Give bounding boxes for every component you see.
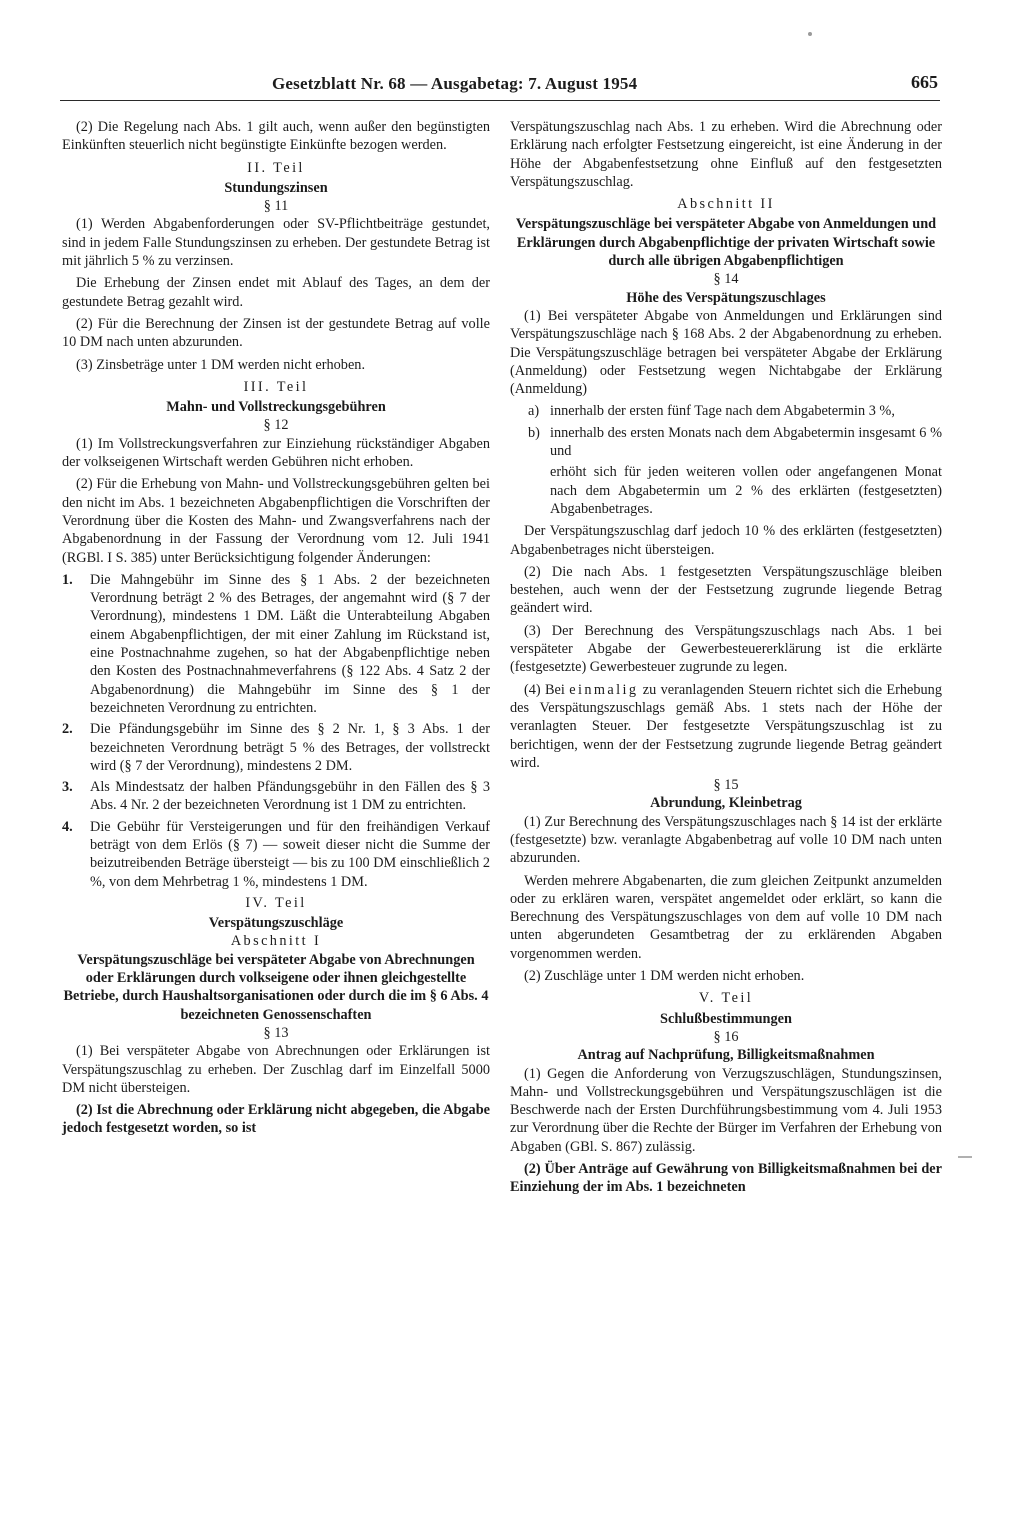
chapter-heading: Abschnitt II <box>677 196 775 213</box>
paragraph: (3) Zinsbeträge unter 1 DM werden nicht erhoben. <box>76 356 366 373</box>
list-item <box>510 402 942 420</box>
section-number: § 13 <box>263 1024 289 1041</box>
section-number: § 12 <box>263 417 289 434</box>
left-column <box>62 118 490 1142</box>
paragraph-text: (4) Bei <box>524 681 570 698</box>
part-title: Schlußbestimmungen <box>660 1010 792 1027</box>
list-continuation: erhöht sich für jeden weiteren vollen oder angefangenen Monat nach dem Abgabetermin um 2 % des erklärten (festgesetzten) Abgabenbetrages. <box>550 464 942 517</box>
part-title: Mahn- und Vollstreckungsgebühren <box>166 399 386 416</box>
spaced-emphasis: einmalig <box>569 681 639 698</box>
list-item-text: Als Mindestsatz der halben Pfändungsgebühr in den Fällen des § 3 Abs. 4 Nr. 2 der bezeichneten Verordnung ist 1 DM zu entrichten. <box>90 779 490 814</box>
section-title: Höhe des Verspätungszuschlages <box>626 289 826 306</box>
paragraph: Werden mehrere Abgabenarten, die zum gleichen Zeitpunkt anzumelden oder zu erklären waren, verspätet angemeldet oder erklärt, so kann die Berechnung des Verspätungszuschlages von dem auf volle 10 DM nach unten abgerundeten Gesamtbetrag der zu erklärenden Abgaben vorgenommen werden. <box>510 872 942 962</box>
list-item <box>62 571 490 717</box>
section-number: § 14 <box>713 271 739 288</box>
paragraph: (1) Zur Berechnung des Verspätungszuschlages nach § 14 ist der erklärte (festgesetzte) bzw. veranlagte Abgabenbetrag auf volle 10 DM nach unten abzurunden. <box>510 813 942 867</box>
paragraph: (3) Der Berechnung des Verspätungszuschlags nach Abs. 1 bei verspäteter Abgabe der Gewerbesteuererklärung ist die erklärte (festgesetzte) Gewerbesteuer zugrunde zu legen. <box>510 622 942 676</box>
page-number: 665 <box>911 72 938 92</box>
list-item <box>62 818 490 891</box>
part-heading: V. Teil <box>698 990 754 1007</box>
paragraph: (2) Zuschläge unter 1 DM werden nicht erhoben. <box>524 968 805 985</box>
paragraph: (1) Gegen die Anforderung von Verzugszuschlägen, Stundungszinsen, Mahn- und Vollstreckungsgebühren und Verspätungszuschlägen ist die Beschwerde nach der Ersten Durchführungsbestimmung vom 4. Juli 1953 zur Verordnung über die Rechte der Bürger im Verfahren der Erhebung von Abgaben (GBl. S. 867) zulässig. <box>510 1065 942 1155</box>
list-item-number: 1. <box>62 571 73 588</box>
chapter-title: Verspätungszuschläge bei verspäteter Abgabe von Abrechnungen oder Erklärungen durch volkseigene oder ihnen gleichgestellte Betriebe, durch Haushaltsorganisationen oder durch die im § 6 Abs. 4 bezeichneten Genossenschaften <box>63 951 489 1023</box>
part-heading: III. Teil <box>243 378 309 395</box>
paragraph: (1) Werden Abgabenforderungen oder SV-Pflichtbeiträge gestundet, sind in jedem Falle Stundungszinsen zu erheben. Der gestundete Betrag ist mit jährlich 5 % zu verzinsen. <box>62 216 490 270</box>
part-heading: II. Teil <box>247 159 305 176</box>
paragraph: (2) Die nach Abs. 1 festgesetzten Verspätungszuschläge bleiben bestehen, auch wenn der der Festsetzung zugrunde liegende Betrag geändert wird. <box>510 563 942 617</box>
paragraph: (2) Die Regelung nach Abs. 1 gilt auch, wenn außer den begünstigten Einkünften steuerlich nicht begünstigte Einkünfte bezogen werden. <box>62 119 490 154</box>
list-item-text: Die Pfändungsgebühr im Sinne des § 2 Nr. 1, § 3 Abs. 1 der bezeichneten Verordnung beträgt 5 % des Betrages, der vollstreckt wird (§ 7 der Verordnung), mindestens 2 DM. <box>90 721 490 774</box>
list-item <box>62 778 490 815</box>
paragraph: (1) Bei verspäteter Abgabe von Abrechnungen oder Erklärungen ist Verspätungszuschlag zu erheben. Der Zuschlag darf im Einzelfall 5000 DM nicht übersteigen. <box>62 1043 490 1096</box>
list-item-label: a) <box>528 403 540 420</box>
header-title: Gesetzblatt Nr. 68 — Ausgabetag: 7. August 1954 <box>272 74 638 93</box>
list-item-number: 2. <box>62 721 73 738</box>
paper-speck <box>808 32 812 36</box>
part-title: Stundungszinsen <box>224 179 328 196</box>
list-item <box>62 720 490 775</box>
paragraph: Der Verspätungszuschlag darf jedoch 10 % des erklärten (festgesetzten) Abgabenbetrages nicht übersteigen. <box>510 523 942 558</box>
paragraph-text: zu veranlagenden Steuern richtet sich die Erhebung des Verspätungszuschlags gemäß Abs. 1 stets nach der Höhe der veranlagten Steuer. Der festgesetzte Verspätungszuschlag ist zu berichtigen, wenn der der Festsetzung zugrunde liegende Betrag geändert wird. <box>510 681 942 771</box>
list-item-text: innerhalb der ersten fünf Tage nach dem Abgabetermin 3 %, <box>550 403 895 420</box>
page-header <box>60 70 940 101</box>
list-item-number: 4. <box>62 818 73 835</box>
list-item-number: 3. <box>62 779 73 796</box>
paragraph: (2) Ist die Abrechnung oder Erklärung nicht abgegeben, die Abgabe jedoch festgesetzt worden, so ist <box>62 1102 490 1137</box>
chapter-title: Verspätungszuschläge bei verspäteter Abgabe von Anmeldungen und Erklärungen durch Abgabenpflichtige der privaten Wirtschaft sowie durch alle übrigen Abgabenpflichtigen <box>515 216 937 270</box>
list-item-text: Die Gebühr für Versteigerungen und für den freihändigen Verkauf beträgt von dem Erlös (§ 7) — soweit dieser nicht die Summe der beizutreibenden Beträge übersteigt — bis zu 100 DM einschließlich 2 %, von dem Mehrbetrag 1 %, mindestens 1 DM. <box>90 818 490 890</box>
section-number: § 16 <box>713 1028 739 1045</box>
paragraph <box>510 681 942 772</box>
paragraph: (2) Für die Berechnung der Zinsen ist der gestundete Betrag auf volle 10 DM nach unten abzurunden. <box>62 315 490 351</box>
part-title: Verspätungszuschläge <box>208 915 344 932</box>
section-number: § 11 <box>263 198 289 215</box>
list-item-label: b) <box>528 424 540 441</box>
list-item-text: Die Mahngebühr im Sinne des § 1 Abs. 2 der bezeichneten Verordnung beträgt 2 % des Betrages, der angemahnt wird (§ 7 der Verordnung), mindestens 1 DM. Läßt die Unterabteilung Abgaben einem Abgabenpflichtigen, der mit einer Zahlung im Rückstand ist, eine Postnachnahme zugehen, so hat der Abgabenpflichtige neben den Kosten des Postnachnahmeverfahrens (§ 122 Abs. 4 Satz 2 der Abgabenordnung) die Mahngebühr im Sinne des § 1 der bezeichneten Verordnung zu entrichten. <box>90 571 490 716</box>
paragraph: (1) Im Vollstreckungsverfahren zur Einziehung rückständiger Abgaben der volkseigenen Wirtschaft werden Gebühren nicht erhoben. <box>62 435 490 471</box>
paragraph: (2) Für die Erhebung von Mahn- und Vollstreckungsgebühren gelten bei den nicht im Abs. 1 bezeichneten Abgabenpflichtigen die Vorschriften der Verordnung über die Kosten des Mahn- und Zwangsverfahrens nach der Abgabenordnung in der Fassung der Verordnung vom 12. Juli 1941 (RGBl. I S. 385) unter Berücksichtigung folgender Änderungen: <box>62 476 490 566</box>
section-title: Abrundung, Kleinbetrag <box>650 795 802 812</box>
list-item-text: innerhalb des ersten Monats nach dem Abgabetermin insgesamt 6 % und <box>550 424 942 460</box>
list-item <box>510 424 942 461</box>
paragraph: (1) Bei verspäteter Abgabe von Anmeldungen und Erklärungen sind Verspätungszuschläge nach § 168 Abs. 2 der Abgabenordnung zu erheben. Die Verspätungszuschläge betragen bei verspäteter Abgabe der Erklärung (Anmeldung) oder Festsetzung wegen Nichtabgabe der Erklärung (Anmeldung) <box>510 307 942 398</box>
paragraph: Die Erhebung der Zinsen endet mit Ablauf des Tages, an dem der gestundete Betrag gezahlt wird. <box>62 275 490 310</box>
paragraph: (2) Über Anträge auf Gewährung von Billigkeitsmaßnahmen bei der Einziehung der im Abs. 1 bezeichneten <box>510 1161 942 1196</box>
paragraph: Verspätungszuschlag nach Abs. 1 zu erheben. Wird die Abrechnung oder Erklärung nach erfolgter Festsetzung eingereicht, ist eine Änderung in der Höhe der Abgabenfestsetzung ohne Einfluß auf den festgesetzten Verspätungszuschlag. <box>510 119 942 190</box>
right-column <box>510 118 942 1201</box>
section-title: Antrag auf Nachprüfung, Billigkeitsmaßnahmen <box>577 1047 875 1064</box>
section-number: § 15 <box>713 777 739 794</box>
margin-mark <box>958 1156 972 1158</box>
part-heading: IV. Teil <box>245 894 307 911</box>
chapter-heading: Abschnitt I <box>230 933 322 950</box>
